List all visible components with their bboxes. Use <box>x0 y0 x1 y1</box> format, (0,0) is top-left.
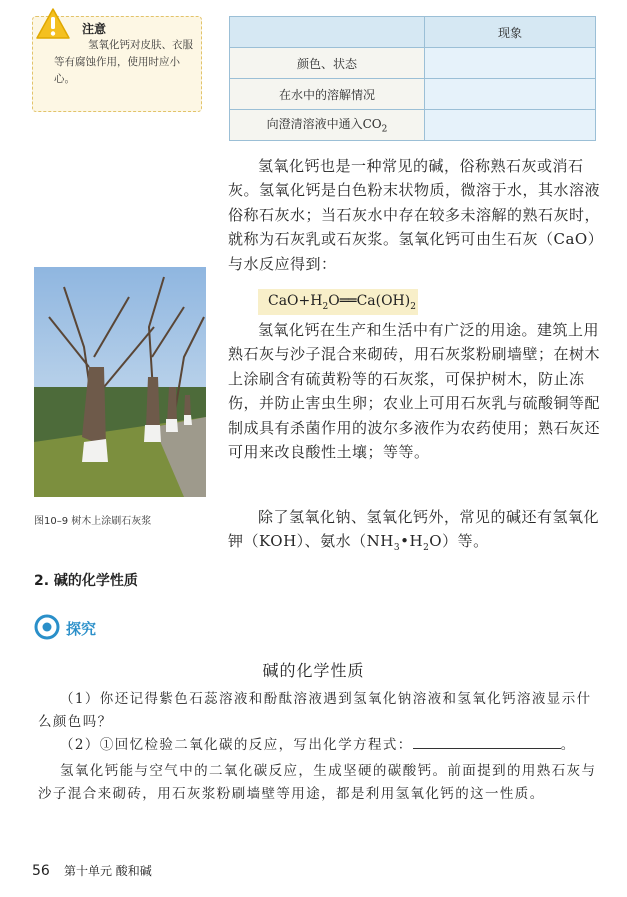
paragraph-calcium-hydroxide-intro: 氢氧化钙也是一种常见的碱，俗称熟石灰或消石灰。氢氧化钙是白色粉末状物质，微溶于水，其水溶液俗称石灰水；当石灰水中存在较多未溶解的熟石灰时，就称为石灰乳或石灰浆。氢氧化钙可由生石灰（CaO）与水反应得到： <box>228 157 601 273</box>
explore-label: 探究 <box>66 620 97 638</box>
table-row-label: 在水中的溶解情况 <box>230 79 425 110</box>
paragraph-uses: 氢氧化钙在生产和生活中有广泛的用途。建筑上用熟石灰与沙子混合来砌砖，用石灰浆粉刷墙壁；在树木上涂刷含有硫黄粉等的石灰浆，可保护树木，防止冻伤，并防止害虫生卵；农业上可用石灰乳与硫酸铜等配制成具有杀菌作用的波尔多液作为农药使用；熟石灰还可用来改良酸性土壤；等等。 <box>228 321 601 462</box>
section-heading: 2. 碱的化学性质 <box>34 573 138 589</box>
table-row-value <box>425 48 596 79</box>
equation-part: Ca(OH) <box>356 293 411 309</box>
equation-subscript: 2 <box>410 301 416 312</box>
subscript: 2 <box>423 543 430 554</box>
table-row-label <box>230 110 425 141</box>
page-number: 56 <box>32 863 50 879</box>
text-span: 除了氢氧化钠、氢氧化钙外，常见的碱还有氢氧化钾（KOH）、氨水（NH <box>228 508 600 551</box>
question-2 <box>60 734 604 757</box>
page-footer <box>32 862 152 879</box>
equation-part: O <box>328 293 340 309</box>
paragraph-other-bases <box>228 505 600 561</box>
question-1: （1）你还记得紫色石蕊溶液和酚酞溶液遇到氢氧化钠溶液和氢氧化钙溶液显示什么颜色吗？ <box>38 691 592 730</box>
table-header-blank <box>230 17 425 48</box>
question-2-text: （2）①回忆检验二氧化碳的反应，写出化学方程式： <box>60 737 413 753</box>
question-2-end: 。 <box>560 737 576 753</box>
chemical-equation <box>268 293 416 312</box>
equation-part: CaO+H <box>268 293 323 309</box>
co2-label-text: 向澄清溶液中通入CO <box>266 117 382 132</box>
subscript: 3 <box>393 543 401 554</box>
text-span: O）等。 <box>429 532 489 551</box>
tree-lime-photo <box>34 267 206 497</box>
table-header-phenomenon: 现象 <box>425 17 596 48</box>
paragraph-carbonation: 氢氧化钙能与空气中的二氧化碳反应，生成坚硬的碳酸钙。前面提到的用熟石灰与沙子混合来砌砖，用石灰浆粉刷墙壁等用途，都是利用氢氧化钙的这一性质。 <box>38 763 597 802</box>
co2-subscript: 2 <box>381 124 388 135</box>
text-span: •H <box>400 532 424 551</box>
table-header-row <box>230 17 596 48</box>
unit-title: 第十单元 酸和碱 <box>63 864 152 878</box>
table-row <box>230 48 596 79</box>
equation-subscript: 2 <box>322 301 329 312</box>
table-row <box>230 110 596 141</box>
observation-table <box>229 16 596 141</box>
warning-title: 注意 <box>82 22 107 36</box>
activity-title: 碱的化学性质 <box>262 661 365 680</box>
answer-blank[interactable] <box>413 734 561 749</box>
table-row-value <box>425 79 596 110</box>
equation-equals: ══ <box>339 293 357 309</box>
warning-text: 氢氧化钙对皮肤、衣服等有腐蚀作用，使用时应小心。 <box>54 39 193 85</box>
table-row-label: 颜色、状态 <box>230 48 425 79</box>
figure-caption: 图10–9 树木上涂刷石灰浆 <box>34 516 152 527</box>
table-row <box>230 79 596 110</box>
explore-icon <box>34 614 60 640</box>
table-row-value <box>425 110 596 141</box>
